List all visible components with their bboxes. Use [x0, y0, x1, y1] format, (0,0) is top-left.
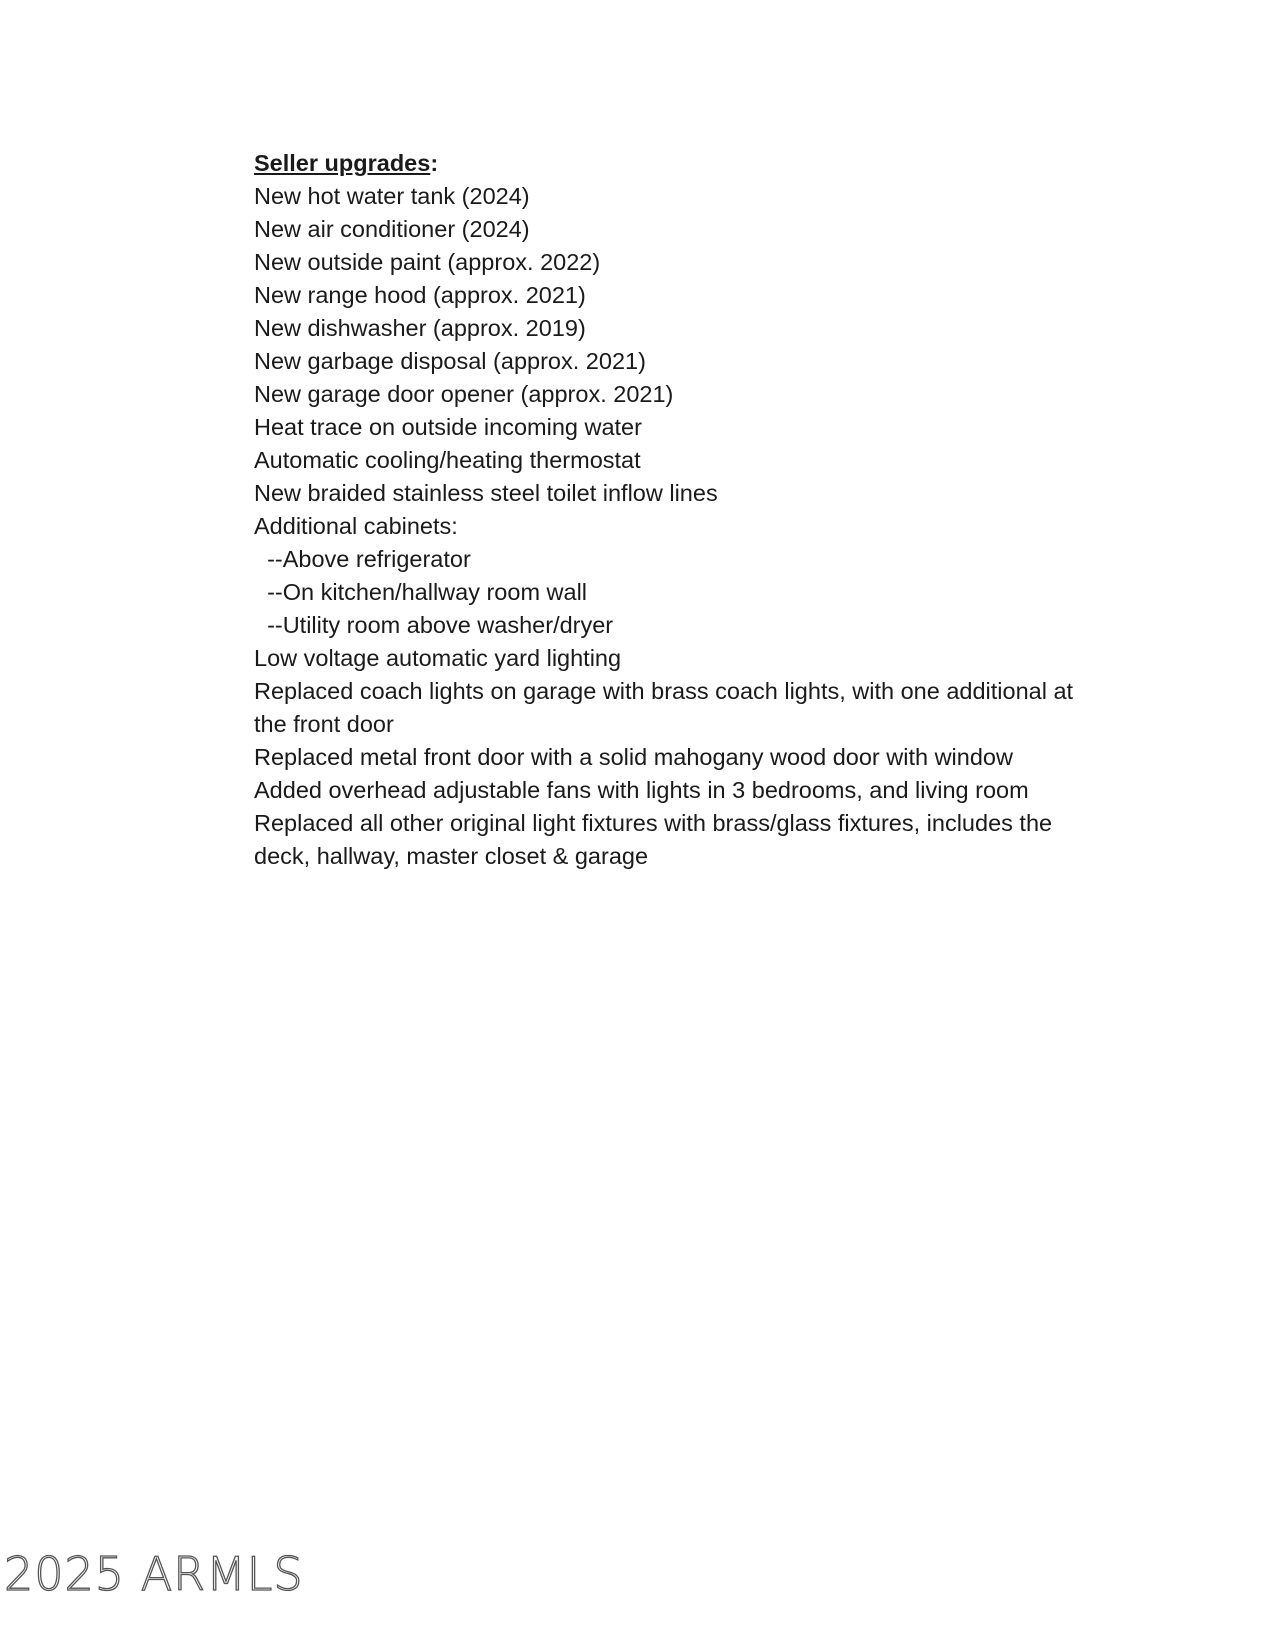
heading-colon: : — [430, 150, 439, 176]
list-item: New hot water tank (2024) — [254, 183, 530, 209]
sub-list-item: --Above refrigerator — [254, 546, 471, 572]
list-item: Additional cabinets: — [254, 513, 458, 539]
list-item: New dishwasher (approx. 2019) — [254, 315, 586, 341]
list-item: New garbage disposal (approx. 2021) — [254, 348, 646, 374]
list-item: New air conditioner (2024) — [254, 216, 530, 242]
list-item: Low voltage automatic yard lighting — [254, 645, 622, 671]
list-item: Added overhead adjustable fans with lights in 3 bedrooms, and living room — [254, 777, 1029, 803]
document-body — [254, 147, 1080, 873]
section-heading-line — [254, 147, 1074, 180]
copyright-watermark: 2025 ARMLS — [4, 1547, 304, 1601]
list-item: Automatic cooling/heating thermostat — [254, 447, 641, 473]
sub-list-item: --On kitchen/hallway room wall — [254, 579, 588, 605]
list-item: New range hood (approx. 2021) — [254, 282, 586, 308]
list-item: Replaced metal front door with a solid mahogany wood door with window — [254, 744, 1013, 770]
list-item: New braided stainless steel toilet inflow lines — [254, 480, 718, 506]
list-item: Replaced coach lights on garage with brass coach lights, with one additional at the front door — [254, 678, 1080, 737]
section-heading: Seller upgrades — [254, 150, 431, 176]
list-item: Heat trace on outside incoming water — [254, 414, 642, 440]
list-item: New outside paint (approx. 2022) — [254, 249, 601, 275]
list-item: New garage door opener (approx. 2021) — [254, 381, 674, 407]
list-item: Replaced all other original light fixtures with brass/glass fixtures, includes the deck, hallway, master closet & garage — [254, 810, 1059, 869]
sub-list-item: --Utility room above washer/dryer — [254, 612, 614, 638]
